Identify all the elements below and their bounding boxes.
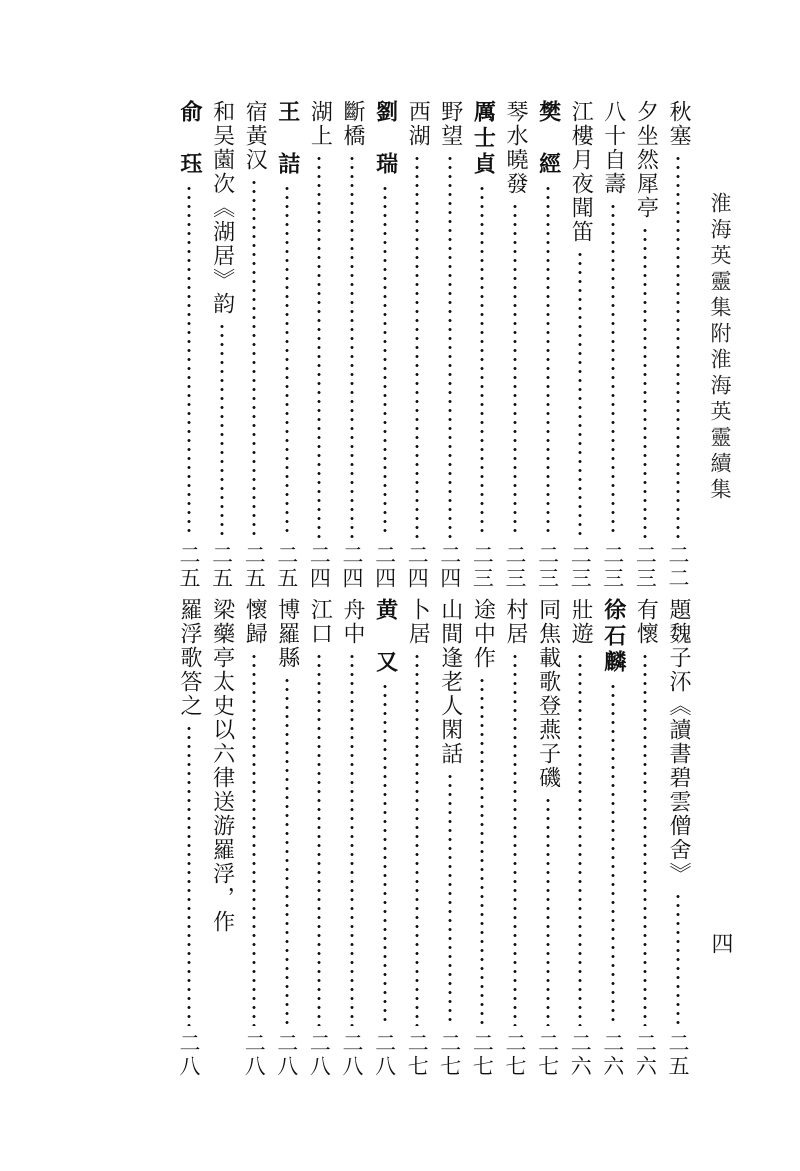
toc-entry <box>302 100 336 590</box>
toc-page-ref: 二八 <box>242 1032 267 1078</box>
toc-entry <box>302 598 336 1078</box>
dot-leader <box>400 652 434 1026</box>
dot-leader <box>400 154 434 538</box>
toc-page-ref: 二五 <box>242 544 267 590</box>
dot-leader <box>270 676 304 1026</box>
toc-poem-title: 八十自壽 <box>600 100 626 196</box>
toc-author-name: 劉 瑞 <box>372 100 398 178</box>
toc-page-ref: 二三 <box>568 544 593 590</box>
toc-entry <box>596 100 630 590</box>
toc-page-ref: 二四 <box>340 544 364 590</box>
toc-page-ref: 二三 <box>535 544 560 590</box>
dot-leader <box>237 178 271 538</box>
toc-entry <box>465 100 499 590</box>
dot-leader <box>368 184 402 538</box>
toc-entry <box>270 598 304 1078</box>
dot-leader <box>531 796 565 1026</box>
toc-page-ref: 二七 <box>437 1032 462 1078</box>
toc-poem-title: 琴水曉發 <box>503 100 528 196</box>
toc-entry <box>400 100 434 590</box>
toc-poem-title: 湖上 <box>307 100 333 148</box>
dot-leader <box>270 184 304 538</box>
toc-entry <box>498 100 532 590</box>
toc-author-name: 俞 珏 <box>177 100 202 178</box>
toc-page-ref: 二八 <box>274 1032 299 1078</box>
toc-entry <box>270 100 304 590</box>
toc-page-ref: 二七 <box>503 1032 527 1078</box>
toc-page-ref: 二八 <box>307 1032 332 1078</box>
dot-leader <box>172 724 206 1026</box>
dot-leader <box>237 652 271 1026</box>
toc-author-name: 王 詰 <box>274 100 300 178</box>
toc-entry <box>205 100 239 590</box>
dot-leader <box>172 184 206 538</box>
dot-leader <box>596 682 630 1026</box>
toc-page-ref: 二七 <box>405 1032 430 1078</box>
dot-leader <box>335 154 369 538</box>
toc-page-ref: 二三 <box>470 544 495 590</box>
toc-page-ref: 二七 <box>535 1032 560 1078</box>
toc-page-ref: 二八 <box>340 1032 364 1078</box>
page-number: 四 <box>708 932 733 954</box>
toc-entry <box>368 598 402 1078</box>
toc-upper-block <box>135 100 695 590</box>
toc-poem-title: 壯遊 <box>568 598 594 646</box>
toc-entry <box>563 100 597 590</box>
toc-entry <box>563 598 597 1078</box>
toc-page-ref: 二四 <box>372 544 397 590</box>
dot-leader <box>596 202 630 538</box>
toc-poem-title: 夕坐然犀亭 <box>633 100 659 220</box>
toc-poem-title: 宿黃汉 <box>242 100 268 172</box>
toc-poem-title: 卜居 <box>405 598 431 646</box>
toc-poem-title: 題魏子㳅《讀書碧雲僧舍》 <box>666 598 691 886</box>
toc-poem-title: 羅浮歌答之 <box>177 598 202 718</box>
toc-page-ref: 二五 <box>177 544 201 590</box>
toc-poem-title: 有懷 <box>633 598 659 646</box>
toc-poem-title: 梁藥亭太史以六律送游羅浮，作 <box>209 598 235 934</box>
toc-poem-title: 舟中 <box>340 598 365 646</box>
toc-page-ref: 二四 <box>405 544 430 590</box>
toc-poem-title: 斷橋 <box>340 100 365 148</box>
toc-entry <box>368 100 402 590</box>
toc-entry <box>661 100 695 590</box>
running-head: 淮海英靈集附淮海英靈續集 <box>708 192 732 504</box>
toc-entry <box>628 598 662 1078</box>
dot-leader <box>433 772 467 1026</box>
toc-entry <box>433 100 467 590</box>
dot-leader <box>531 184 565 538</box>
toc-poem-title: 同焦載歌登燕子磯 <box>535 598 561 790</box>
toc-entry <box>335 598 369 1078</box>
toc-entry <box>628 100 662 590</box>
toc-author-name: 徐石麟 <box>600 598 626 676</box>
toc-entry <box>531 100 565 590</box>
toc-entry <box>237 100 271 590</box>
toc-page-ref: 二四 <box>307 544 332 590</box>
dot-leader <box>302 154 336 538</box>
toc-entry <box>531 598 565 1078</box>
toc-page-ref: 二四 <box>437 544 462 590</box>
dot-leader <box>661 154 695 538</box>
toc-page-ref: 二八 <box>372 1032 397 1078</box>
dot-leader <box>628 652 662 1026</box>
toc-poem-title: 西湖 <box>405 100 431 148</box>
toc-entry <box>661 598 695 1078</box>
toc-author-name: 樊 經 <box>535 100 561 178</box>
toc-poem-title: 村居 <box>503 598 528 646</box>
toc-page-ref: 二六 <box>568 1032 593 1078</box>
toc-entry <box>335 100 369 590</box>
dot-leader <box>465 676 499 1026</box>
toc-poem-title: 江樓月夜聞笛 <box>568 100 594 244</box>
toc-entry <box>498 598 532 1078</box>
toc-entry <box>205 598 239 1078</box>
dot-leader <box>465 184 499 538</box>
toc-page-ref: 二六 <box>633 1032 658 1078</box>
toc-poem-title: 懷歸 <box>242 598 268 646</box>
dot-leader <box>563 652 597 1026</box>
toc-poem-title: 秋塞 <box>666 100 691 148</box>
toc-poem-title: 山間逢老人閑話 <box>437 598 463 766</box>
toc-page-ref: 二七 <box>470 1032 495 1078</box>
toc-page-ref: 二二 <box>666 544 690 590</box>
toc-lower-block <box>135 598 695 1078</box>
toc-poem-title: 江口 <box>307 598 333 646</box>
toc-poem-title: 博羅縣 <box>274 598 300 670</box>
toc-page-ref: 二八 <box>177 1032 201 1078</box>
dot-leader <box>302 652 336 1026</box>
toc-entry <box>596 598 630 1078</box>
dot-leader <box>661 892 695 1026</box>
toc-page-ref: 二五 <box>274 544 299 590</box>
dot-leader <box>498 202 532 538</box>
dot-leader <box>335 652 369 1026</box>
toc-entry <box>172 100 206 590</box>
dot-leader <box>368 682 402 1026</box>
toc-entry <box>400 598 434 1078</box>
toc-page-ref: 二五 <box>209 544 234 590</box>
toc-poem-title: 和吴薗次《湖居》韵 <box>209 100 235 316</box>
dot-leader <box>498 652 532 1026</box>
toc-page-ref: 二三 <box>503 544 527 590</box>
toc-page-ref: 二三 <box>633 544 658 590</box>
toc-page-ref: 二三 <box>600 544 625 590</box>
dot-leader <box>563 250 597 538</box>
toc-entry <box>172 598 206 1078</box>
toc-poem-title: 途中作 <box>470 598 496 670</box>
dot-leader <box>628 226 662 538</box>
toc-entry <box>465 598 499 1078</box>
toc-page-ref: 二五 <box>666 1032 690 1078</box>
toc-author-name: 厲士貞 <box>470 100 496 178</box>
toc-entry <box>237 598 271 1078</box>
toc-poem-title: 野望 <box>437 100 463 148</box>
dot-leader <box>205 322 239 538</box>
dot-leader <box>433 154 467 538</box>
toc-author-name: 黄 又 <box>372 598 398 676</box>
toc-entry <box>433 598 467 1078</box>
toc-page-ref: 二六 <box>600 1032 625 1078</box>
